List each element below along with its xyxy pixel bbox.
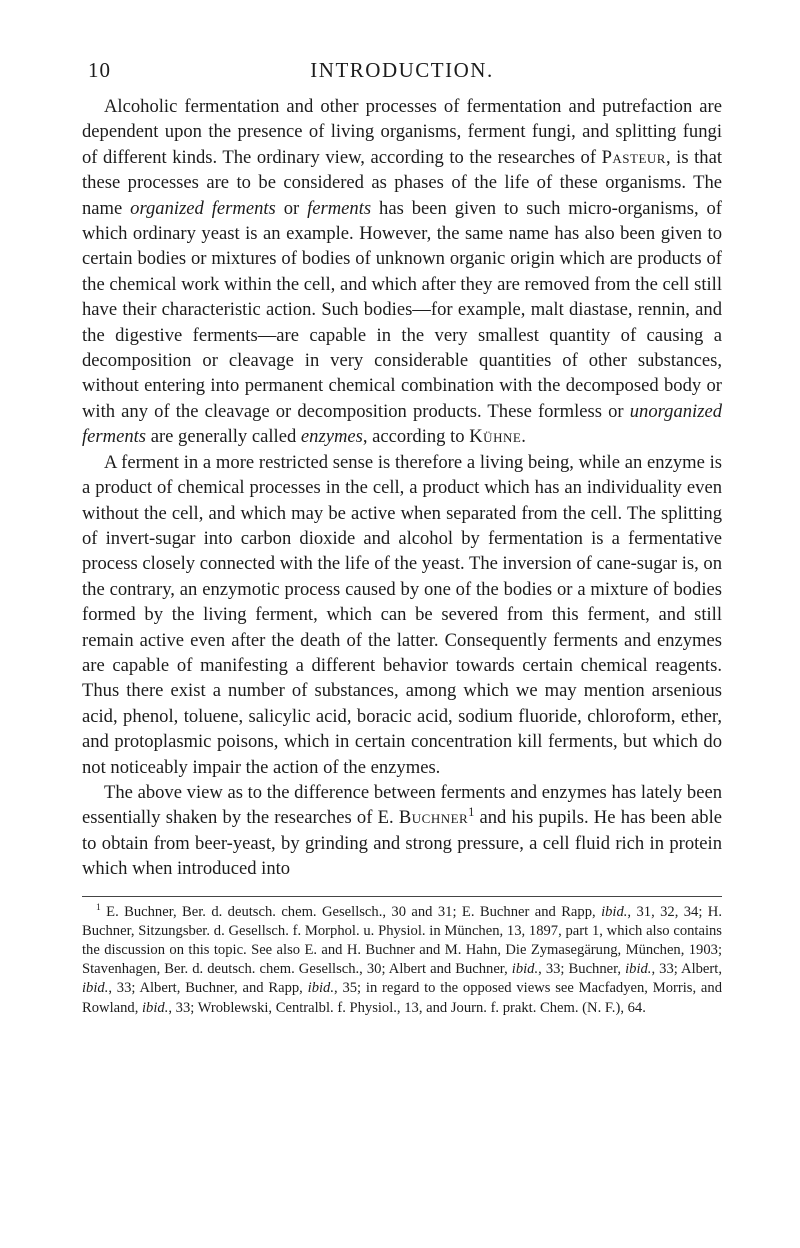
footnote-divider	[82, 896, 722, 897]
running-head	[82, 30, 722, 82]
paragraph-3: The above view as to the difference between ferments and enzymes has lately been essentially shaken by the researches of E. Buchner$^1$ and his pupils. He has been able to obtain from beer-yeast, by grinding and strong pressure, a cell fluid rich in protein which when introduced into	[82, 781, 722, 880]
italic-term: enzymes	[300, 426, 363, 448]
paragraph-1: Alcoholic fermentation and other processes of fermentation and putrefaction are dependent upon the presence of living organisms, ferment fungi, and splitting fungi of different kinds. The ordinary view, according to the researches of Pasteur, is that these processes are to be considered as phases of the life of these organisms. The name organized ferments or ferments has been given to such micro-organisms, of which ordinary yeast is an example. However, the same name has also been given to certain bodies or mixtures of bodies of unknown organic origin which are products of the chemical work within the cell, and which after they are removed from the cell still have their characteristic action. Such bodies—for example, malt diastase, rennin, and the digestive ferments—are capable in the very smallest quantity of causing a decomposition or cleavage in very considerable quantities of other substances, without entering into permanent chemical combination with the decomposed body or with any of the cleavage or decomposition products. These formless or unorganized ferments are generally called enzymes, according to Kühne.	[82, 96, 722, 448]
footnote-reference[interactable]: 1	[468, 805, 475, 820]
author-name-kuhne: Kühne	[469, 426, 522, 448]
author-name-buchner: Buchner	[398, 807, 469, 829]
running-title: INTRODUCTION.	[310, 58, 494, 82]
italic-term: ferments	[307, 197, 372, 219]
footnote: $^1$ E. Buchner, Ber. d. deutsch. chem. Gesellsch., 30 and 31; E. Buchner and Rapp, ibid., 31, 32, 34; H. Buchner, Sitzungsber. d. Gesellsch. f. Morphol. u. Physiol. in München, 13, 1897, part 1, which also contains the discussion on this topic. See also E. and H. Buchner and M. Hahn, Die Zymasegärung, München, 1903; Stavenhagen, Ber. d. deutsch. chem. Gesellsch., 30; Albert and Buchner, ibid., 33; Buchner, ibid., 33; Albert, ibid., 33; Albert, Buchner, and Rapp, ibid., 35; in regard to the opposed views see Macfadyen, Morris, and Rowland, ibid., 33; Wroblewski, Centralbl. f. Physiol., 13, and Journ. f. prakt. Chem. (N. F.), 64.	[82, 902, 722, 1016]
body-text	[82, 94, 722, 882]
footnote-marker: 1	[96, 902, 101, 913]
italic-term: organized ferments	[130, 197, 276, 219]
page-number: 10	[88, 58, 111, 82]
paragraph-2: A ferment in a more restricted sense is therefore a living being, while an enzyme is a product of chemical processes in the cell, a product which has an individuality even without the cell, and which may be active when separated from the cell. The splitting of invert-sugar into carbon dioxide and alcohol by fermentation is a fermentative process closely connected with the life of the yeast. The inversion of cane-sugar is, on the contrary, an enzymotic process caused by one of the bodies or a mixture of bodies formed by the living ferment, which can be severed from this ferment, and still remain active even after the death of the latter. Consequently ferments and enzymes are capable of manifesting a different behavior towards certain chemical reagents. Thus there exist a number of substances, among which we may mention arsenious acid, phenol, toluene, salicylic acid, boracic acid, sodium fluoride, chloroform, ether, and protoplasmic poisons, which in certain concentration kill ferments, but which do not noticeably impair the action of the enzymes.	[82, 451, 722, 778]
author-name-pasteur: Pasteur	[601, 146, 666, 168]
italic-term: unorganized ferments	[82, 400, 722, 448]
book-page	[82, 30, 722, 1018]
